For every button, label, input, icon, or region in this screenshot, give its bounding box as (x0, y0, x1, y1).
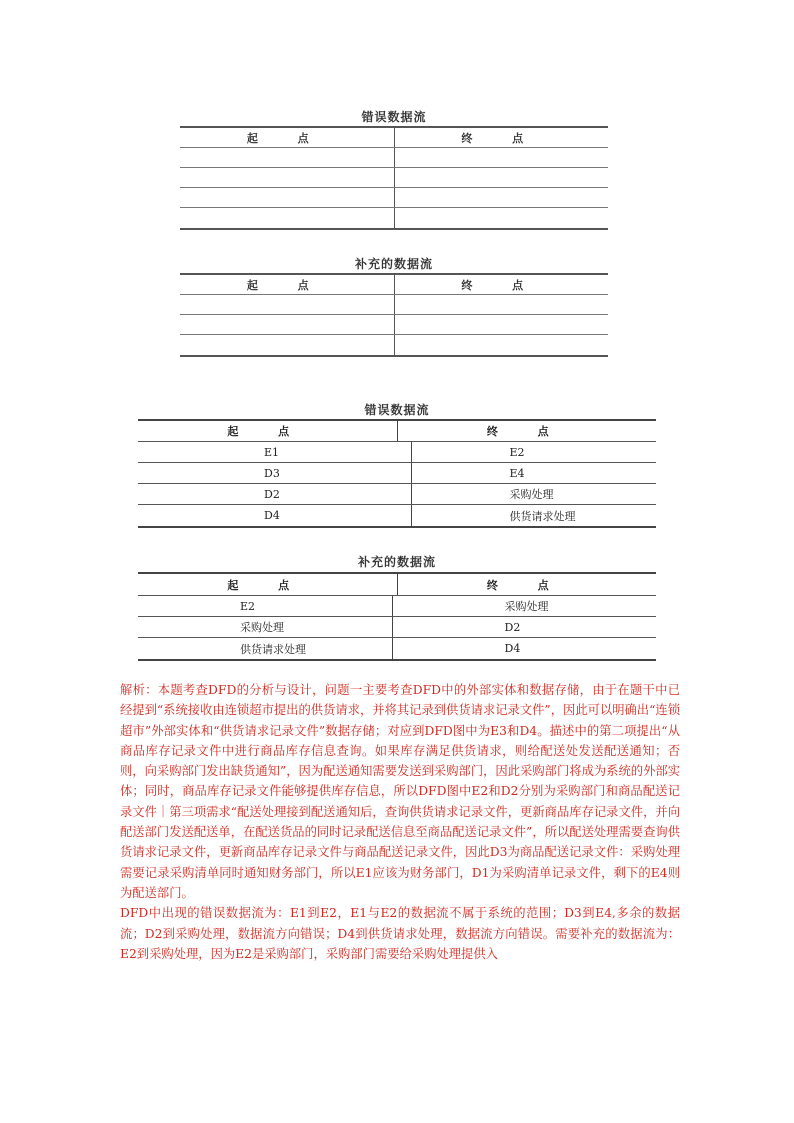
table-row (138, 596, 656, 617)
col-start-header: 起 点 (180, 128, 395, 147)
analysis-paragraph-1: 解析：本题考查DFD的分析与设计，问题一主要考查DFD中的外部实体和数据存储，由于在题干中已经提到“系统接收由连锁超市提出的供货请求，并将其记录到供货请求记录文件”，因此可以明确出“连锁超市”外部实体和“供货请求记录文件”数据存储；对应到DFD图中为E3和D4。描述中的第二项提出“从商品库存记录文件中进行商品库存信息查询。如果库存满足供货请求，则给配送处发送配送通知；否则，向采购部门发出缺货通知”，因为配送通知需要发送到采购部门，因此采购部门将成为系统的外部实体；同时，商品库存记录文件能够提供库存信息，所以DFD图中E2和D2分别为采购部门和商品配送记录文件｜第三项需求“配送处理接到配送通知后，查询供货请求记录文件，更新商品库存记录文件，并向配送部门发送配送单，在配送货品的同时记录配送信息至商品配送记录文件”，所以配送处理需要查询供货请求记录文件，更新商品库存记录文件与商品配送记录文件，因此D3为商品配送记录文件：采购处理需要记录采购清单同时通知财务部门，所以E1应该为财务部门，D1为采购清单记录文件，剩下的E4则为配送部门。 (120, 683, 680, 900)
table-row (138, 505, 656, 526)
col-end-header: 终 点 (461, 278, 542, 292)
col-end-header: 终 点 (486, 425, 567, 438)
empty-cell (180, 208, 395, 228)
end-cell: 采购处理 (504, 600, 549, 613)
filled-wrong-table (138, 419, 656, 528)
blank-added-table (180, 273, 608, 357)
start-cell: 供货请求处理 (138, 638, 393, 659)
empty-cell (395, 148, 609, 167)
blank-added-title: 补充的数据流 (354, 257, 433, 271)
empty-cell (180, 335, 395, 355)
analysis-text (120, 680, 680, 964)
analysis-paragraph-2: DFD中出现的错误数据流为：E1到E2，E1与E2的数据流不属于系统的范围；D3到E4,多余的数据流；D2到采购处理，数据流方向错误；D4到供货请求处理，数据流方向错误。需要补充的数据流为：E2到采购处理，因为E2是采购部门，采购部门需要给采购处理提供入 (120, 906, 680, 961)
empty-cell (395, 335, 609, 355)
end-cell: E2 (509, 445, 525, 459)
empty-cell (395, 208, 609, 228)
end-cell: D4 (504, 642, 521, 655)
end-cell: D2 (504, 620, 521, 634)
blank-wrong-title: 错误数据流 (361, 110, 427, 124)
start-cell: E2 (138, 596, 393, 616)
empty-cell (395, 168, 609, 187)
end-cell: 供货请求处理 (509, 509, 576, 523)
table-row (138, 484, 656, 505)
blank-wrong-table (180, 126, 608, 230)
empty-cell (180, 168, 395, 187)
col-start-header: 起 点 (138, 421, 398, 441)
start-cell: 采购处理 (138, 617, 393, 637)
filled-added-table (138, 572, 656, 661)
empty-cell (180, 315, 395, 334)
empty-cell (180, 188, 395, 207)
col-end-header: 终 点 (461, 131, 542, 145)
start-cell: D2 (138, 484, 412, 504)
col-end-header: 终 点 (486, 578, 567, 592)
filled-wrong-title: 错误数据流 (364, 403, 430, 417)
table-row (138, 442, 656, 463)
table-row (138, 638, 656, 659)
end-cell: 采购处理 (509, 488, 554, 501)
filled-added-title: 补充的数据流 (357, 555, 436, 569)
empty-cell (395, 295, 609, 314)
end-cell: E4 (509, 466, 525, 480)
start-cell: E1 (138, 442, 412, 462)
table-row (138, 617, 656, 638)
start-cell: D3 (138, 463, 412, 483)
col-start-header: 起 点 (180, 275, 395, 294)
empty-cell (180, 295, 395, 314)
start-cell: D4 (138, 505, 412, 526)
empty-cell (395, 315, 609, 334)
table-row (138, 463, 656, 484)
empty-cell (180, 148, 395, 167)
empty-cell (395, 188, 609, 207)
col-start-header: 起 点 (138, 574, 398, 595)
